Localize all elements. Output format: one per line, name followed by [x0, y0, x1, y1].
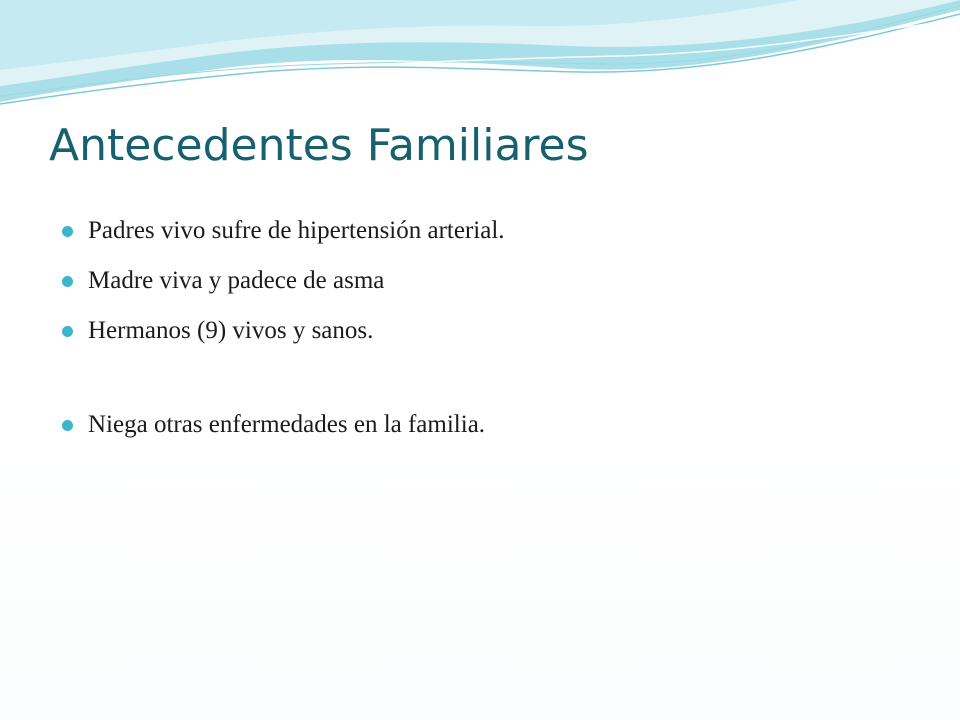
bullet-text: Padres vivo sufre de hipertensión arterial.	[88, 217, 505, 244]
bullet-text: Hermanos (9) vivos y sanos.	[88, 317, 374, 344]
bullet-item	[62, 306, 505, 356]
header-wave-decoration	[0, 0, 960, 120]
bullet-dot-icon	[62, 420, 73, 431]
slide-title: Antecedentes Familiares	[49, 120, 589, 171]
bullet-dot-icon	[62, 276, 73, 287]
bullet-dot-icon	[62, 326, 73, 337]
bullet-item	[62, 206, 505, 256]
bullet-item	[62, 400, 505, 450]
bullet-dot-icon	[62, 226, 73, 237]
bullet-list	[62, 206, 505, 450]
bullet-text: Madre viva y padece de asma	[88, 267, 385, 294]
bullet-text: Niega otras enfermedades en la familia.	[88, 411, 486, 438]
bullet-item	[62, 256, 505, 306]
